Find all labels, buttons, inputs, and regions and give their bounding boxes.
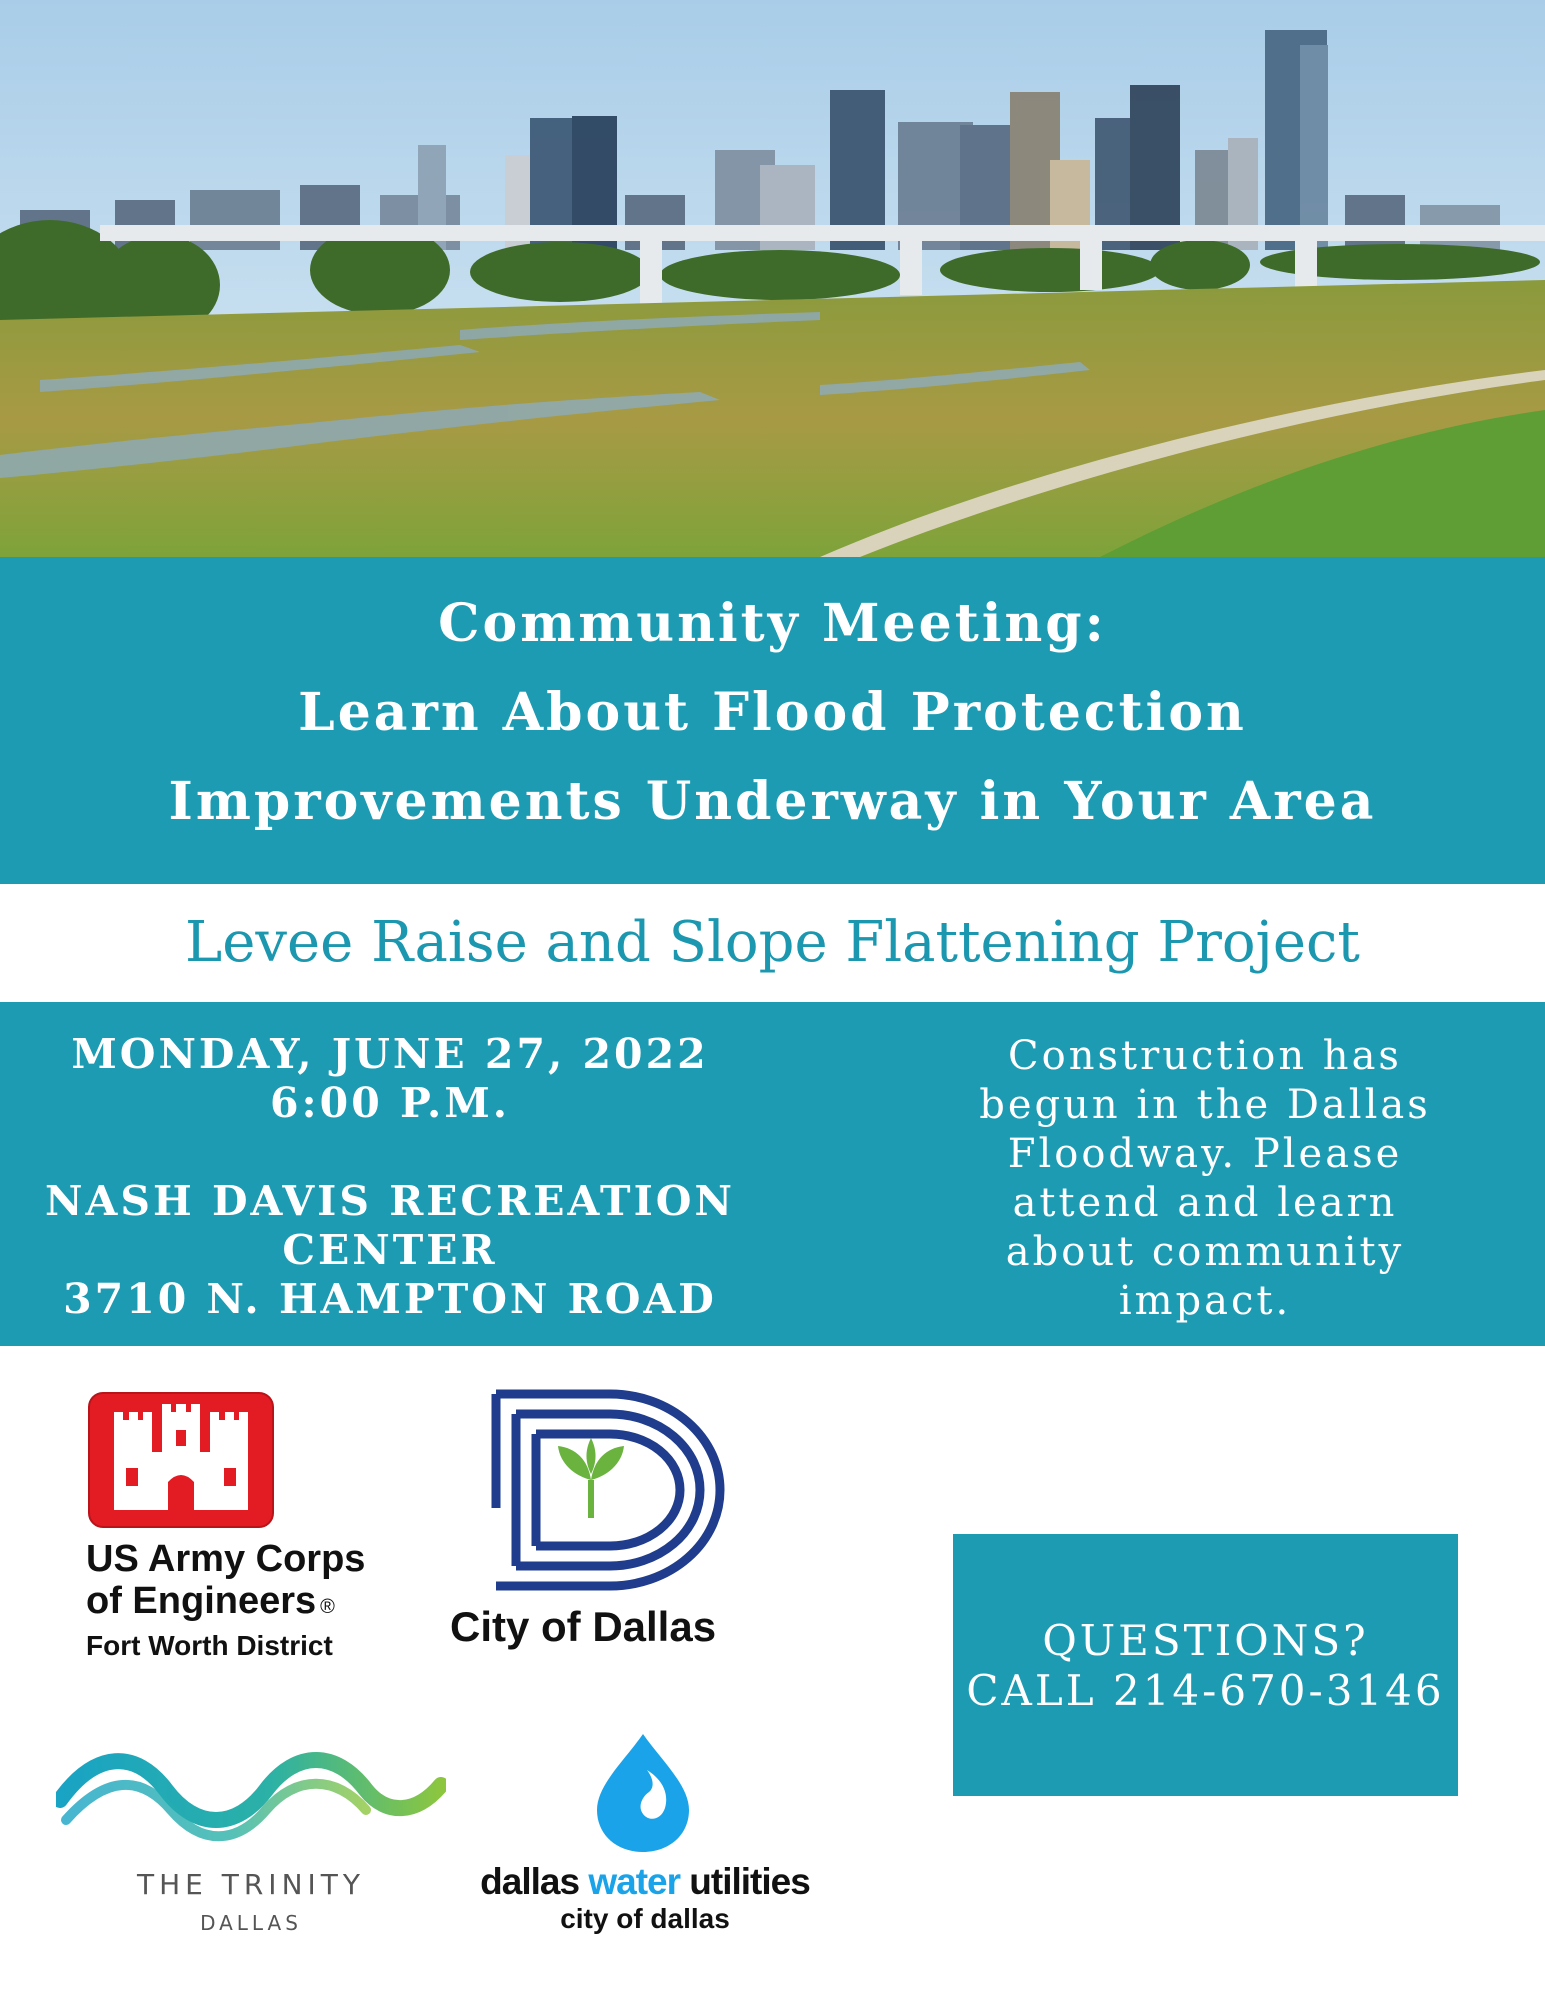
details-banner <box>0 1002 1545 1346</box>
questions-label: QUESTIONS? <box>1042 1616 1369 1665</box>
event-venue-line-1: NASH DAVIS RECREATION <box>45 1177 735 1225</box>
description-line: about community <box>1005 1229 1405 1275</box>
usace-line-3: Fort Worth District <box>86 1630 333 1661</box>
usace-line-1: US Army Corps <box>86 1538 366 1580</box>
title-banner <box>0 557 1545 884</box>
event-venue-line-2: CENTER <box>282 1226 498 1274</box>
construction-description <box>960 1032 1450 1326</box>
questions-box <box>953 1534 1458 1796</box>
water-drop-icon <box>583 1730 703 1855</box>
title-line-1: Community Meeting: <box>438 593 1107 654</box>
dwu-part-1: dallas <box>480 1861 589 1902</box>
dwu-name <box>455 1861 835 1903</box>
hero-photo <box>0 0 1545 557</box>
description-line: Construction has <box>1008 1033 1402 1079</box>
description-line: Floodway. Please <box>1007 1131 1403 1177</box>
description-line: begun in the Dallas <box>979 1082 1431 1128</box>
event-details <box>40 1030 740 1324</box>
dallas-water-utilities-logo <box>455 1730 835 1950</box>
project-name: Levee Raise and Slope Flattening Project <box>185 910 1360 975</box>
usace-logo <box>86 1390 426 1680</box>
event-address: 3710 N. HAMPTON ROAD <box>63 1275 717 1323</box>
dallas-d-icon <box>490 1388 750 1593</box>
dwu-part-3: utilities <box>680 1861 810 1902</box>
description-line: attend and learn <box>1012 1180 1398 1226</box>
dwu-part-2: water <box>588 1861 681 1902</box>
dwu-subtitle: city of dallas <box>560 1903 730 1934</box>
city-of-dallas-logo <box>450 1388 780 1668</box>
title-line-3: Improvements Underway in Your Area <box>168 771 1377 832</box>
title-line-2: Learn About Flood Protection <box>298 682 1247 743</box>
questions-phone[interactable]: CALL 214-670-3146 <box>966 1666 1445 1715</box>
event-time: 6:00 P.M. <box>270 1079 510 1127</box>
the-trinity-logo <box>56 1730 446 1950</box>
description-line: impact. <box>1118 1278 1292 1324</box>
event-date: MONDAY, JUNE 27, 2022 <box>71 1030 709 1078</box>
trinity-wave-icon <box>56 1730 446 1850</box>
city-of-dallas-label: City of Dallas <box>450 1603 717 1650</box>
trinity-line-1: THE TRINITY <box>137 1868 365 1901</box>
usace-line-2: of Engineers <box>86 1580 317 1622</box>
usace-line-2-wrap <box>86 1580 426 1628</box>
castle-icon <box>86 1390 276 1530</box>
registered-mark: ® <box>320 1596 335 1618</box>
trinity-line-2: DALLAS <box>200 1911 302 1935</box>
